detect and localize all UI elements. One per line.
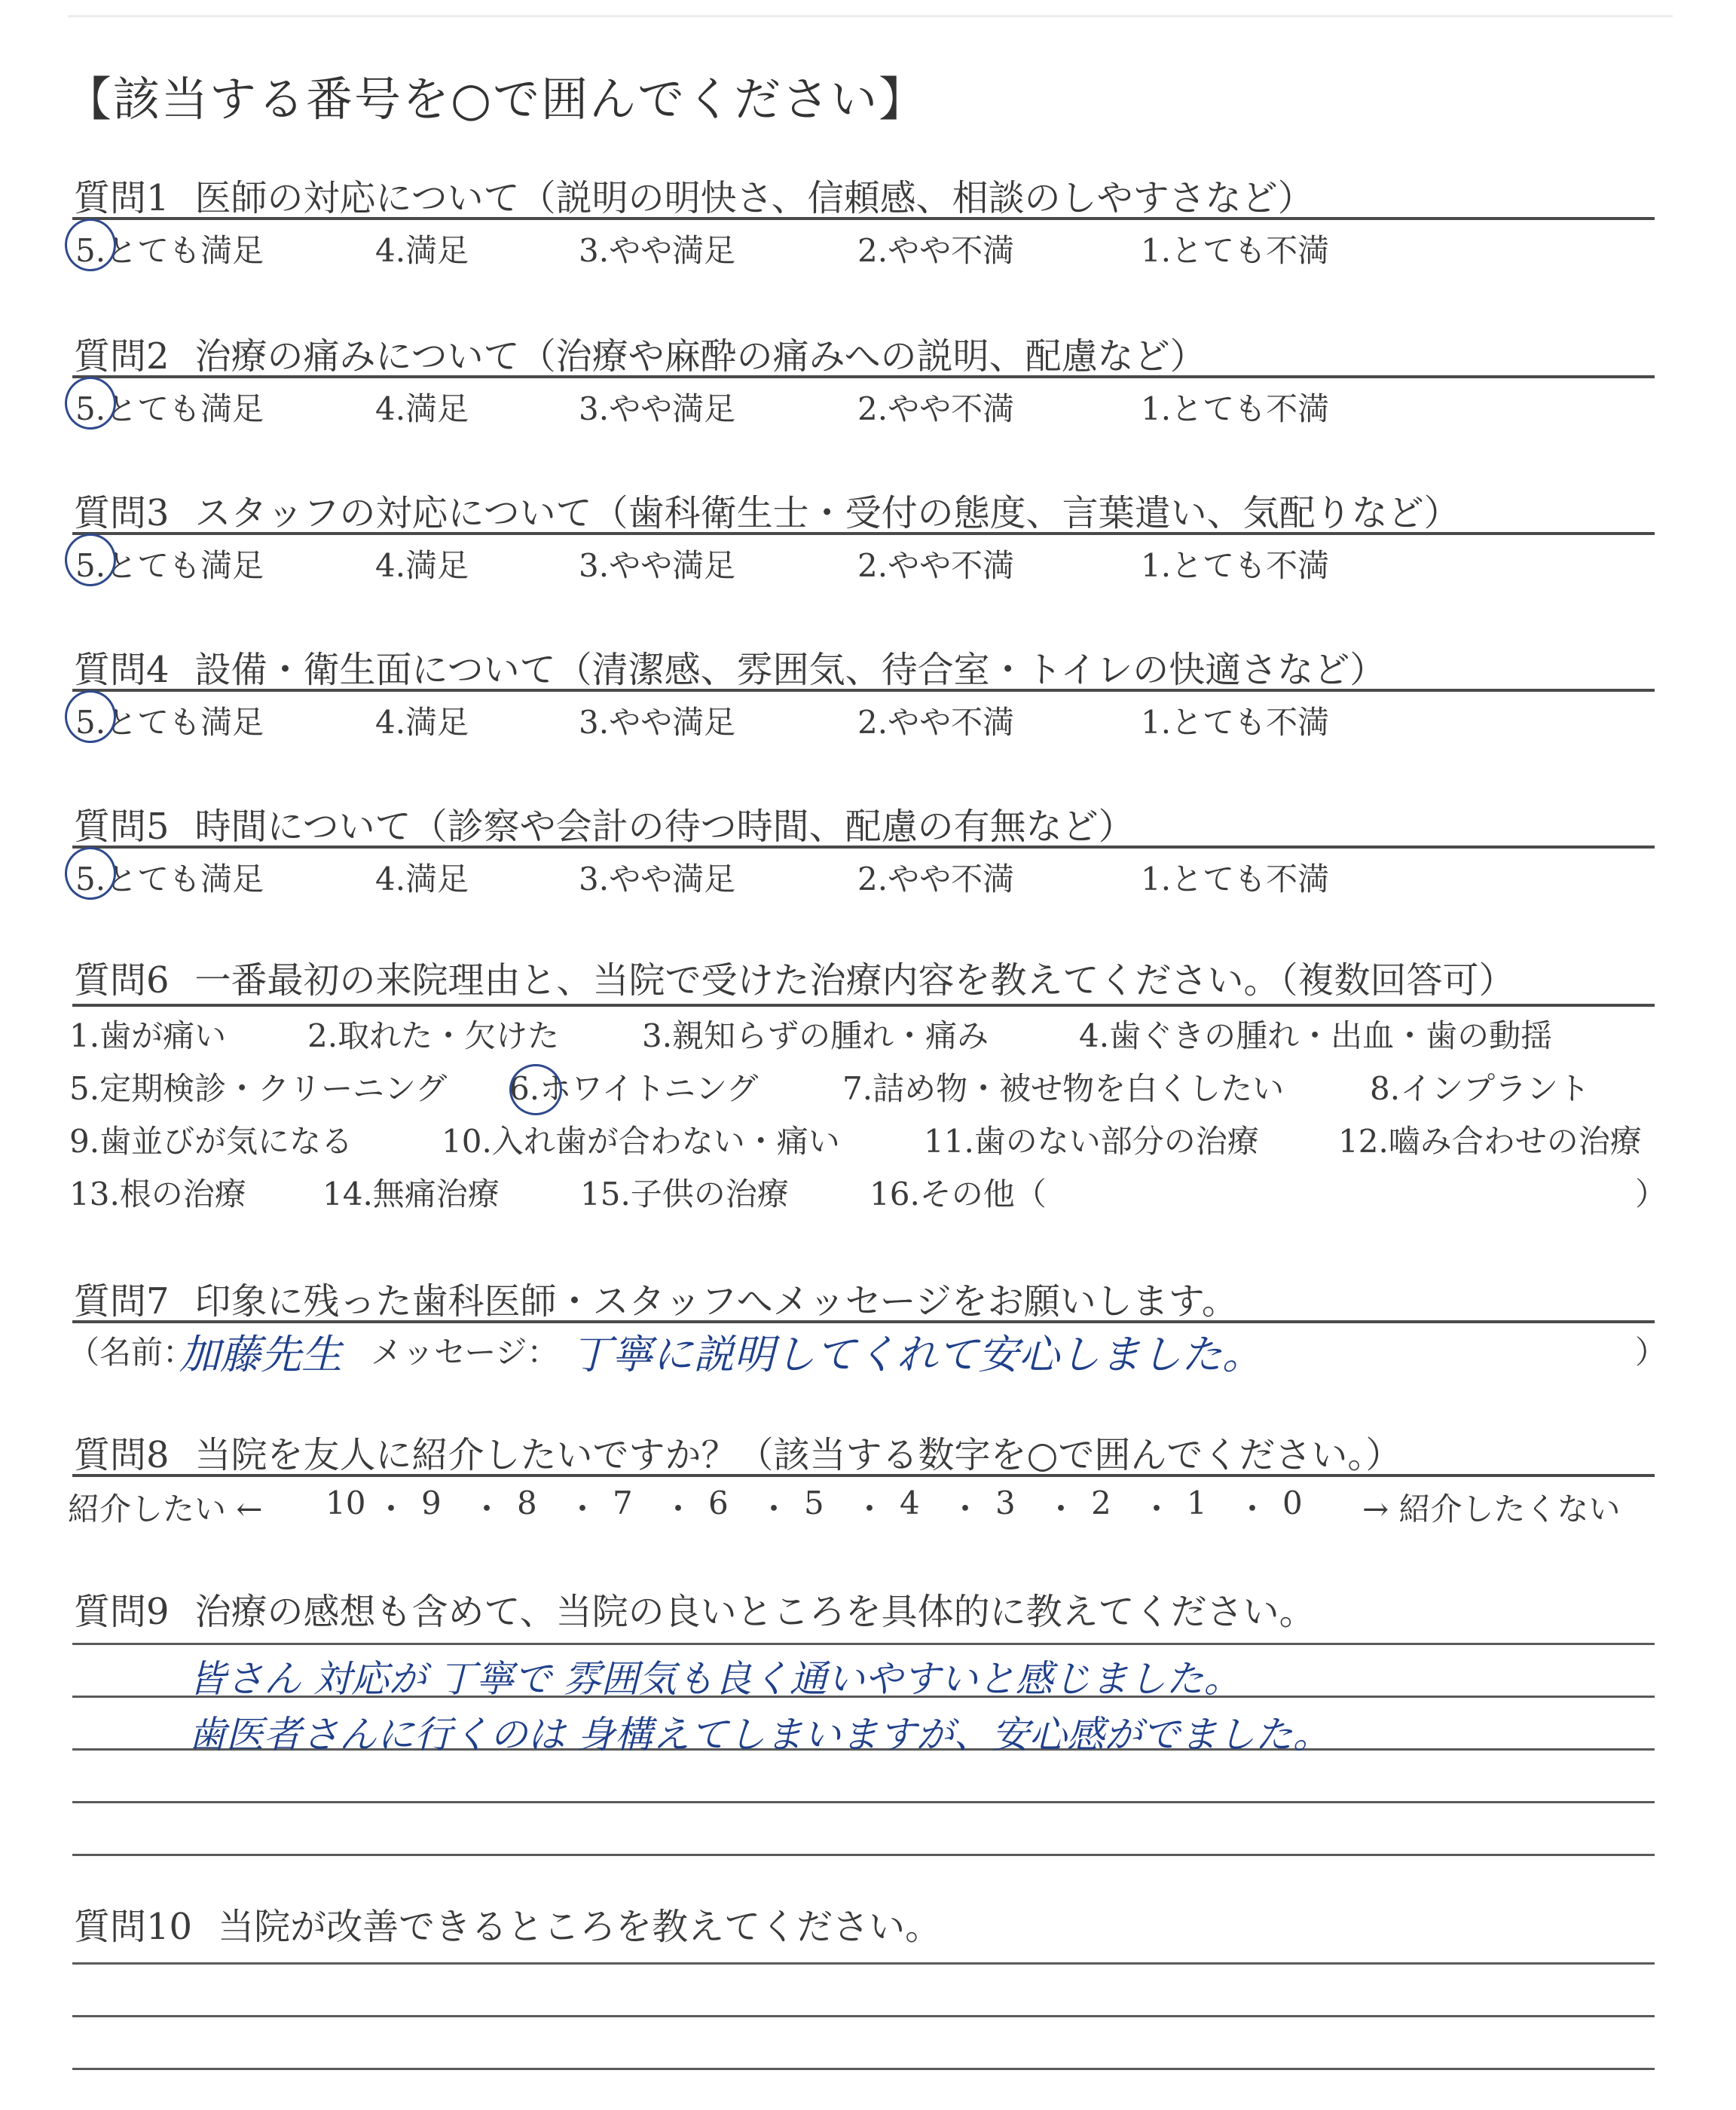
- q10-number: 質問10: [74, 1906, 193, 1948]
- q6-option-7[interactable]: 7.詰め物・被せ物を白くしたい: [842, 1070, 1285, 1107]
- q6-selected-circle: [509, 1064, 562, 1115]
- q3-number: 質問3: [74, 492, 170, 534]
- q8-separator: ・: [1236, 1491, 1269, 1527]
- q8-scale-6[interactable]: 6: [708, 1485, 729, 1521]
- q8-scale-7[interactable]: 7: [613, 1485, 633, 1521]
- q6-option-14[interactable]: 14.無痛治療: [322, 1176, 500, 1212]
- q1-option-1[interactable]: 1.とても不満: [1141, 232, 1330, 269]
- q7-number: 質問7: [74, 1280, 170, 1323]
- q2-selected-circle: [65, 377, 116, 430]
- q9-line-1: [72, 1643, 1655, 1645]
- q7-name-label: （名前：: [68, 1334, 195, 1371]
- q6-option-12[interactable]: 12.嚙み合わせの治療: [1338, 1123, 1642, 1160]
- q1-option-4[interactable]: 4.満足: [375, 232, 469, 269]
- q5-rule: [72, 846, 1655, 849]
- q8-left-label: 紹介したい ←: [68, 1491, 263, 1527]
- q2-rule: [72, 375, 1655, 378]
- q3-option-4[interactable]: 4.満足: [375, 547, 469, 584]
- q6-option-9[interactable]: 9.歯並びが気になる: [69, 1123, 353, 1160]
- q8-scale-10[interactable]: 10: [326, 1485, 366, 1521]
- q4-text: 設備・衛生面について（清潔感、雰囲気、待合室・トイレの快適さなど）: [194, 649, 1386, 691]
- q6-option-2[interactable]: 2.取れた・欠けた: [307, 1017, 560, 1054]
- q6-option-8[interactable]: 8.インプラント: [1370, 1070, 1591, 1107]
- q8-text: 当院を友人に紹介したいですか？（該当する数字を○で囲んでください。）: [194, 1434, 1402, 1476]
- q8-right-label: → 紹介したくない: [1362, 1491, 1621, 1527]
- q3-title: [74, 484, 1460, 536]
- q6-option-16[interactable]: 16.その他（: [870, 1176, 1047, 1212]
- q6-title: [74, 951, 1515, 1003]
- q1-option-2[interactable]: 2.やや不満: [857, 232, 1015, 269]
- q8-scale-5[interactable]: 5: [804, 1485, 824, 1521]
- q2-option-1[interactable]: 1.とても不満: [1141, 390, 1330, 427]
- q5-option-3[interactable]: 3.やや満足: [579, 861, 736, 898]
- q9-line-4: [72, 1801, 1655, 1803]
- top-border: [68, 15, 1673, 17]
- q8-rule: [72, 1474, 1655, 1477]
- q4-number: 質問4: [74, 649, 170, 691]
- q2-title: [74, 327, 1206, 379]
- q3-rule: [72, 532, 1655, 535]
- q4-option-5[interactable]: 5.とても満足: [75, 704, 264, 741]
- q8-scale-2[interactable]: 2: [1091, 1485, 1111, 1521]
- q1-number: 質問1: [74, 177, 170, 219]
- q2-option-3[interactable]: 3.やや満足: [579, 390, 736, 427]
- q1-rule: [72, 217, 1655, 220]
- q10-line-1: [72, 1962, 1655, 1965]
- q7-text: 印象に残った歯科医師・スタッフへメッセージをお願いします。: [194, 1280, 1238, 1323]
- q10-line-2: [72, 2015, 1655, 2017]
- q5-option-1[interactable]: 1.とても不満: [1141, 861, 1330, 898]
- q4-title: [74, 641, 1386, 693]
- q6-text: 一番最初の来院理由と、当院で受けた治療内容を教えてください。（複数回答可）: [194, 959, 1515, 1001]
- q3-selected-circle: [65, 534, 116, 586]
- q7-message-label: メッセージ：: [371, 1334, 559, 1371]
- q2-option-4[interactable]: 4.満足: [375, 390, 469, 427]
- q5-option-5[interactable]: 5.とても満足: [75, 861, 264, 898]
- q8-separator: ・: [662, 1491, 695, 1527]
- q10-title: [74, 1897, 941, 1949]
- q1-title: [74, 169, 1314, 221]
- q8-separator: ・: [375, 1491, 408, 1527]
- q8-number: 質問8: [74, 1434, 170, 1476]
- q2-text: 治療の痛みについて（治療や麻酔の痛みへの説明、配慮など）: [194, 335, 1206, 378]
- q6-option-11[interactable]: 11.歯のない部分の治療: [924, 1123, 1259, 1160]
- q6-number: 質問6: [74, 959, 170, 1001]
- q8-separator: ・: [1045, 1491, 1077, 1527]
- q3-option-5[interactable]: 5.とても満足: [75, 547, 264, 584]
- q4-option-4[interactable]: 4.満足: [375, 704, 469, 741]
- q3-option-1[interactable]: 1.とても不満: [1141, 547, 1330, 584]
- q8-scale-4[interactable]: 4: [900, 1485, 920, 1521]
- q8-scale-9[interactable]: 9: [421, 1485, 442, 1521]
- q10-line-3: [72, 2068, 1655, 2070]
- q8-separator: ・: [949, 1491, 982, 1527]
- q3-option-2[interactable]: 2.やや不満: [857, 547, 1015, 584]
- q7-close-paren: ）: [1635, 1334, 1667, 1371]
- q3-text: スタッフの対応について（歯科衛生士・受付の態度、言葉遣い、気配りなど）: [194, 492, 1460, 534]
- q1-text: 医師の対応について（説明の明快さ、信頼感、相談のしやすさなど）: [194, 177, 1314, 219]
- q3-option-3[interactable]: 3.やや満足: [579, 547, 736, 584]
- q9-title: [74, 1582, 1316, 1634]
- q6-rule: [72, 1004, 1655, 1007]
- q5-option-2[interactable]: 2.やや不満: [857, 861, 1015, 898]
- q5-selected-circle: [65, 847, 116, 900]
- q9-answer-line-2: 歯医者さんに行くのは 身構えてしまいますが、安心感がでました。: [188, 1713, 1331, 1757]
- q1-option-5[interactable]: 5.とても満足: [75, 232, 264, 269]
- q6-option-10[interactable]: 10.入れ歯が合わない・痛い: [442, 1123, 840, 1160]
- q4-option-3[interactable]: 3.やや満足: [579, 704, 736, 741]
- q9-line-5: [72, 1854, 1655, 1856]
- q9-number: 質問9: [74, 1591, 170, 1633]
- q6-option-15[interactable]: 15.子供の治療: [580, 1176, 789, 1212]
- q8-scale-0[interactable]: 0: [1282, 1485, 1303, 1521]
- q2-option-2[interactable]: 2.やや不満: [857, 390, 1015, 427]
- q9-answer-line-1: 皆さん 対応が 丁寧で 雰囲気も良く通いやすいと感じました。: [188, 1657, 1242, 1701]
- q8-scale-3[interactable]: 3: [995, 1485, 1016, 1521]
- q8-separator: ・: [567, 1491, 599, 1527]
- q2-number: 質問2: [74, 335, 170, 378]
- q5-option-4[interactable]: 4.満足: [375, 861, 469, 898]
- q8-separator: ・: [1141, 1491, 1173, 1527]
- q8-separator: ・: [471, 1491, 503, 1527]
- q6-option-5[interactable]: 5.定期検診・クリーニング: [69, 1070, 448, 1107]
- q6-option-1[interactable]: 1.歯が痛い: [69, 1017, 227, 1054]
- q8-scale-8[interactable]: 8: [517, 1485, 537, 1521]
- q7-message-handwritten: 丁寧に説明してくれて安心しました。: [571, 1331, 1263, 1378]
- q1-selected-circle: [65, 219, 116, 271]
- page-heading: 【該当する番号を○で囲んでください】: [65, 72, 928, 127]
- q4-option-2[interactable]: 2.やや不満: [857, 704, 1015, 741]
- q2-option-5[interactable]: 5.とても満足: [75, 390, 264, 427]
- q6-option-4[interactable]: 4.歯ぐきの腫れ・出血・歯の動揺: [1079, 1017, 1553, 1054]
- q8-title: [74, 1426, 1401, 1478]
- q5-text: 時間について（診察や会計の待つ時間、配慮の有無など）: [194, 806, 1135, 848]
- q4-option-1[interactable]: 1.とても不満: [1141, 704, 1330, 741]
- q9-text: 治療の感想も含めて、当院の良いところを具体的に教えてください。: [194, 1591, 1316, 1633]
- q6-option-6[interactable]: 6.ホワイトニング: [509, 1070, 759, 1107]
- q7-name-handwritten: 加藤先生: [179, 1331, 342, 1378]
- q10-text: 当院が改善できるところを教えてください。: [218, 1906, 942, 1948]
- q8-separator: ・: [854, 1491, 886, 1527]
- q6-close-paren: ）: [1635, 1176, 1667, 1212]
- q7-title: [74, 1272, 1238, 1324]
- q4-rule: [72, 689, 1655, 692]
- q1-option-3[interactable]: 3.やや満足: [579, 232, 736, 269]
- q5-number: 質問5: [74, 806, 170, 848]
- q5-title: [74, 797, 1135, 849]
- q6-option-3[interactable]: 3.親知らずの腫れ・痛み: [642, 1017, 989, 1054]
- q8-separator: ・: [758, 1491, 790, 1527]
- q6-option-13[interactable]: 13.根の治療: [69, 1176, 246, 1212]
- q4-selected-circle: [65, 690, 116, 743]
- q8-scale-1[interactable]: 1: [1187, 1485, 1207, 1521]
